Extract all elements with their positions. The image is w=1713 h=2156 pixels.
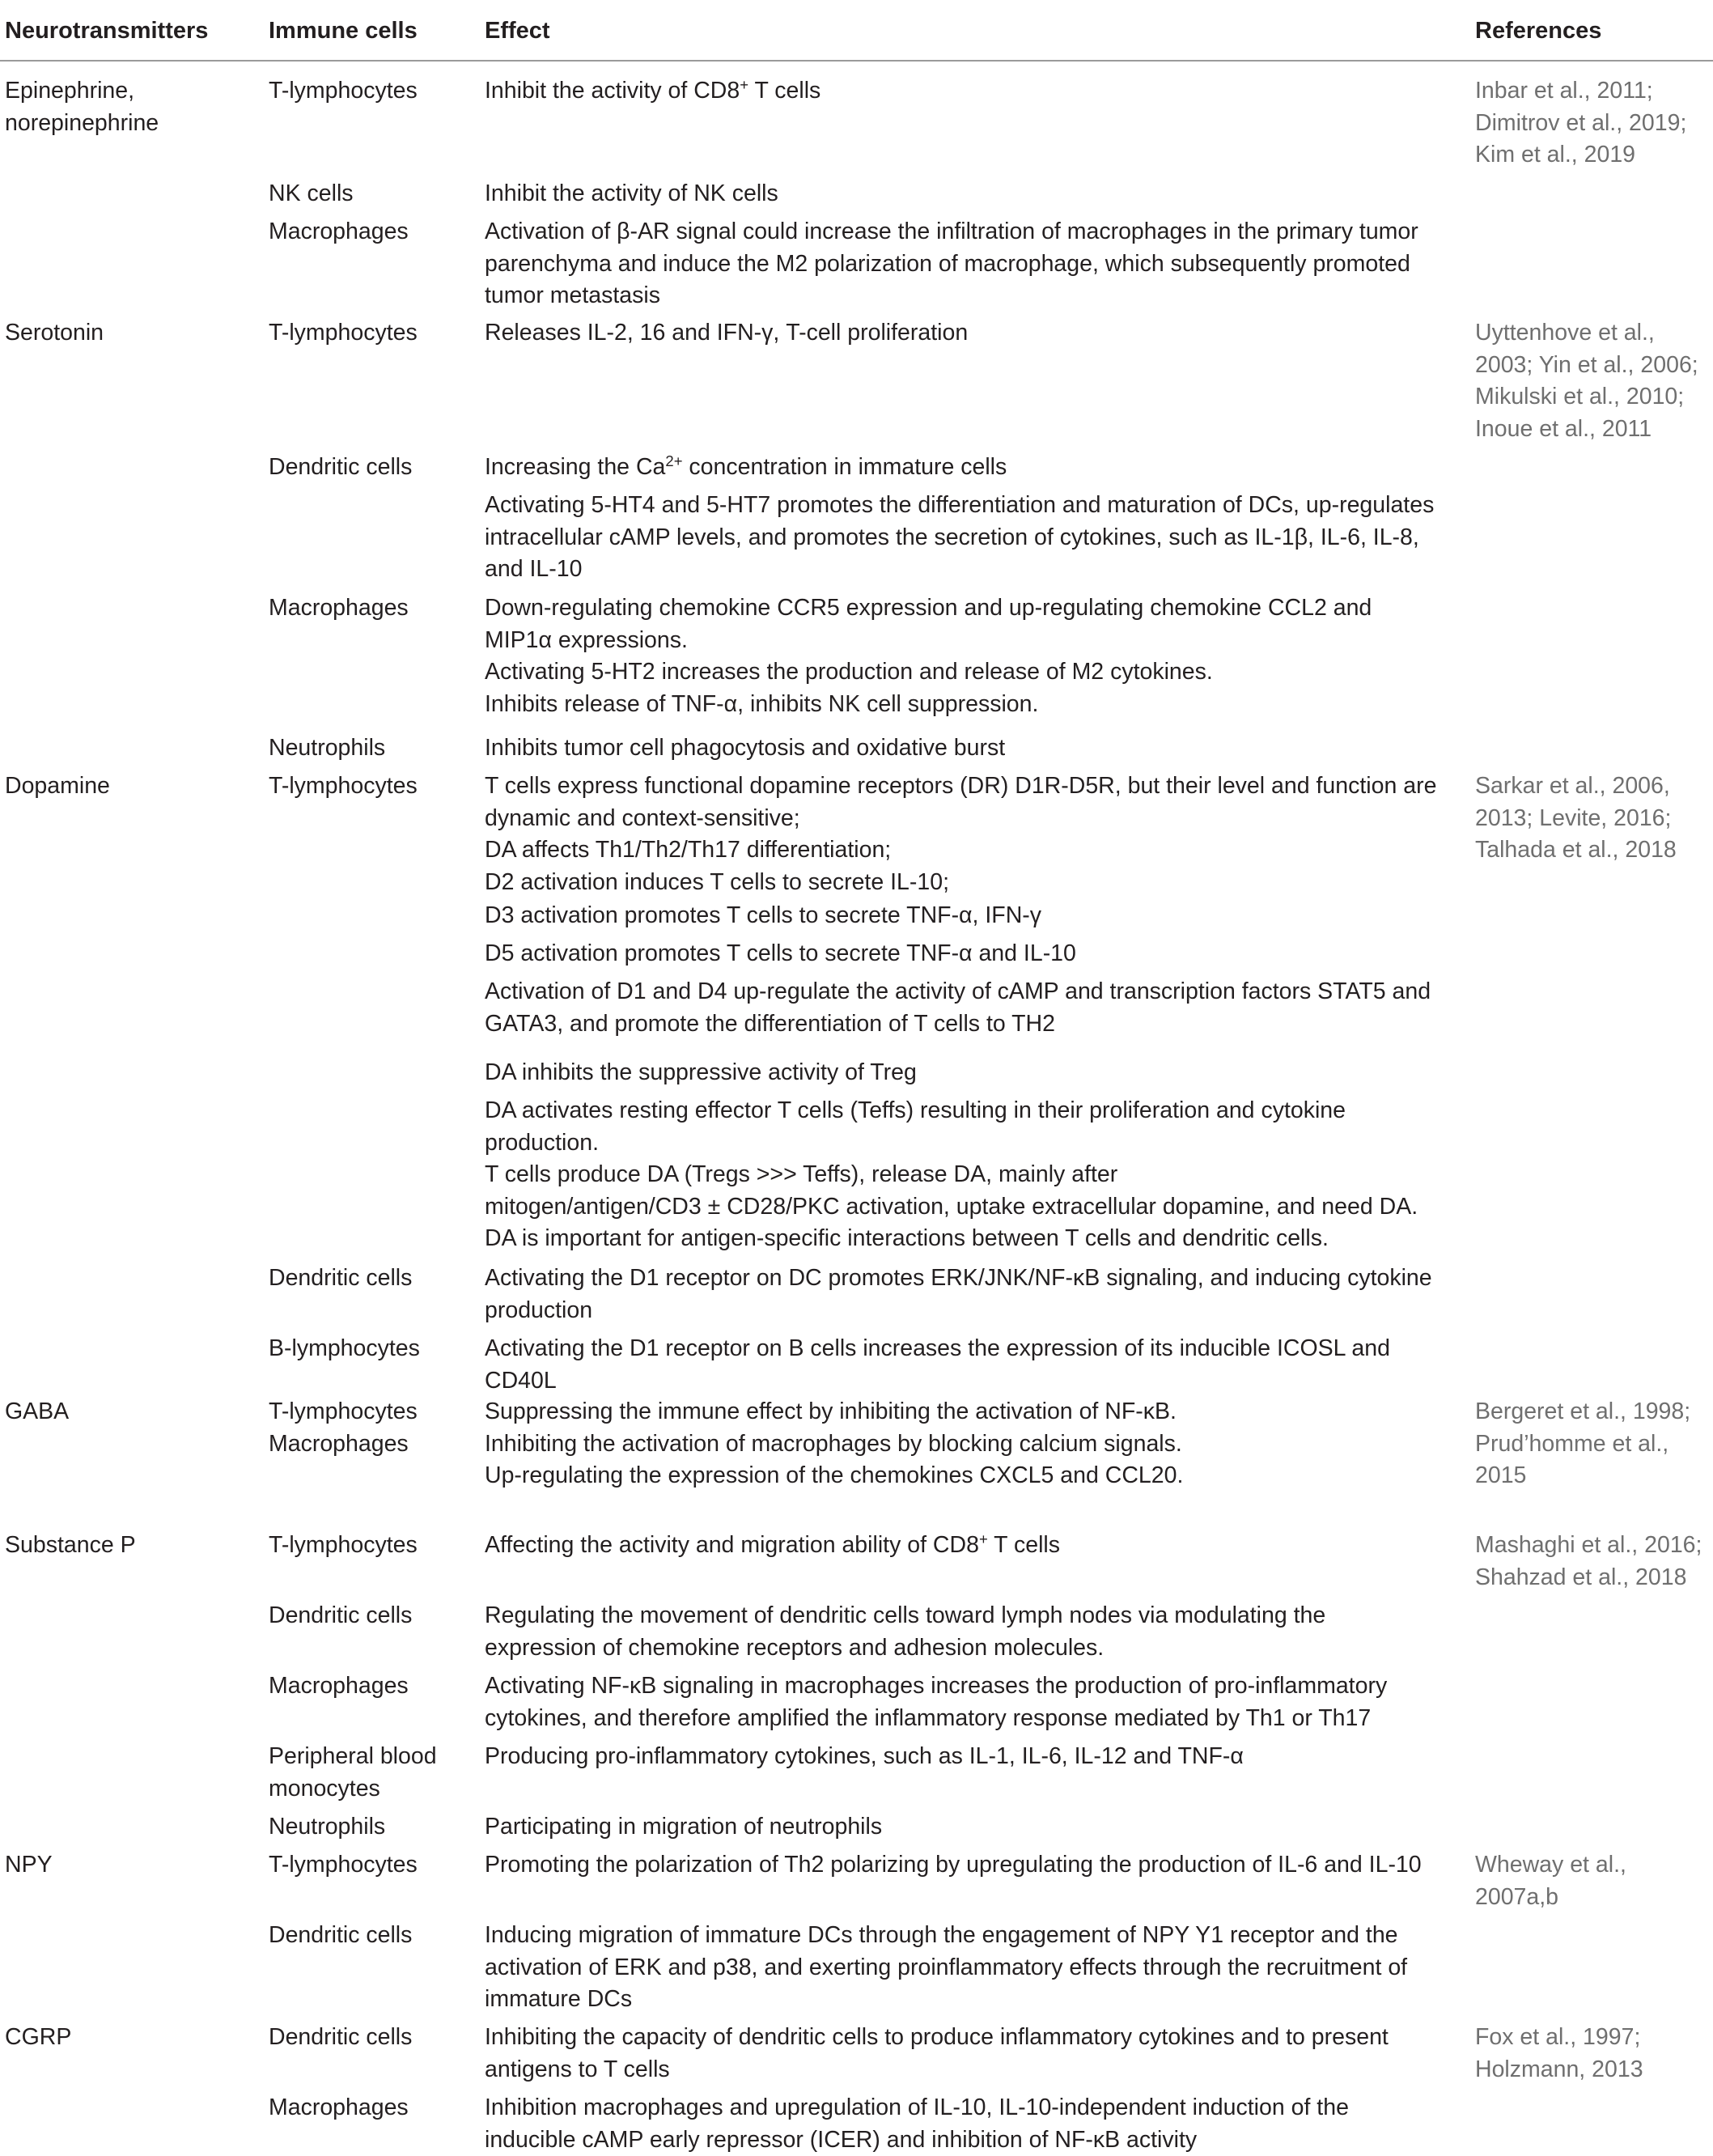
immune-cell bbox=[269, 75, 418, 108]
immune-cell-line: Dendritic cells bbox=[269, 2022, 412, 2054]
effect-cell bbox=[485, 75, 820, 108]
immune-cell-line: B-lymphocytes bbox=[269, 1333, 420, 1365]
effect-cell-line: Inhibiting the capacity of dendritic cells to produce inflammatory cytokines and to present bbox=[485, 2022, 1389, 2054]
references-cell-line: Talhada et al., 2018 bbox=[1475, 834, 1677, 867]
references-cell-line: Inoue et al., 2011 bbox=[1475, 414, 1698, 446]
immune-cell bbox=[269, 1741, 437, 1805]
effect-cell-line: Activating 5-HT4 and 5-HT7 promotes the differentiation and maturation of DCs, up-regulates bbox=[485, 490, 1434, 522]
neurotransmitter-cell-line: Substance P bbox=[5, 1530, 136, 1562]
immune-cell-line: T-lymphocytes bbox=[269, 1396, 418, 1428]
references-cell-line: Bergeret et al., 1998; bbox=[1475, 1396, 1690, 1428]
neurotransmitter-cell-line: norepinephrine bbox=[5, 108, 159, 140]
immune-cell bbox=[269, 1811, 385, 1844]
effect-cell-line: dynamic and context-sensitive; bbox=[485, 803, 1436, 835]
references-cell-line: Dimitrov et al., 2019; bbox=[1475, 108, 1686, 140]
effect-cell-line: Releases IL-2, 16 and IFN-γ, T-cell proliferation bbox=[485, 317, 968, 350]
effect-cell-line: Activation of D1 and D4 up-regulate the activity of cAMP and transcription factors STAT5 and bbox=[485, 976, 1431, 1008]
neurotransmitter-cell-line: Dopamine bbox=[5, 770, 110, 803]
immune-cell bbox=[269, 216, 409, 248]
immune-cell-line: Macrophages bbox=[269, 2092, 409, 2124]
immune-cell-line: Macrophages bbox=[269, 1428, 418, 1461]
effect-cell bbox=[485, 1057, 917, 1089]
effect-cell-line: Inhibit the activity of CD8+ T cells bbox=[485, 75, 820, 108]
neurotransmitter-cell bbox=[5, 1530, 136, 1562]
effect-cell-line: production. bbox=[485, 1127, 1418, 1160]
effect-cell-line: Participating in migration of neutrophils bbox=[485, 1811, 882, 1844]
effect-cell-line: D5 activation promotes T cells to secrete TNF-α and IL-10 bbox=[485, 938, 1076, 970]
effect-cell bbox=[485, 592, 1372, 720]
effect-cell bbox=[485, 1670, 1387, 1734]
immune-cell-line: Macrophages bbox=[269, 592, 409, 625]
references-cell-line: Holzmann, 2013 bbox=[1475, 2054, 1643, 2086]
references-cell bbox=[1475, 75, 1686, 172]
effect-cell bbox=[485, 216, 1418, 312]
effect-cell bbox=[485, 452, 1007, 484]
immune-cell-line: T-lymphocytes bbox=[269, 317, 418, 350]
neurotransmitter-cell bbox=[5, 2022, 71, 2054]
header-effect: Effect bbox=[485, 15, 550, 47]
references-cell-line: Prud’homme et al., bbox=[1475, 1428, 1690, 1461]
references-cell-line: 2007a,b bbox=[1475, 1882, 1626, 1914]
effect-cell-line: antigens to T cells bbox=[485, 2054, 1389, 2086]
effect-cell-line: mitogen/antigen/CD3 ± CD28/PKC activation, uptake extracellular dopamine, and need DA. bbox=[485, 1191, 1418, 1224]
effect-cell-line: MIP1α expressions. bbox=[485, 625, 1372, 657]
effect-cell bbox=[485, 1741, 1244, 1773]
neurotransmitter-cell-line: NPY bbox=[5, 1849, 53, 1882]
immune-cell bbox=[269, 732, 385, 765]
effect-cell-line: Inhibition macrophages and upregulation of IL-10, IL-10-independent induction of the bbox=[485, 2092, 1349, 2124]
immune-cell bbox=[269, 770, 418, 803]
references-cell-line: Mashaghi et al., 2016; bbox=[1475, 1530, 1702, 1562]
effect-cell bbox=[485, 178, 778, 210]
effect-cell bbox=[485, 1095, 1418, 1255]
effect-cell bbox=[485, 2022, 1389, 2086]
effect-cell bbox=[485, 490, 1434, 586]
effect-cell-line: CD40L bbox=[485, 1365, 1390, 1398]
references-cell bbox=[1475, 770, 1677, 867]
references-cell-line: Shahzad et al., 2018 bbox=[1475, 1562, 1702, 1594]
effect-cell bbox=[485, 1396, 1183, 1492]
references-cell-line: 2015 bbox=[1475, 1460, 1690, 1492]
effect-cell-line: and IL-10 bbox=[485, 554, 1434, 586]
effect-cell-line: Inducing migration of immature DCs through the engagement of NPY Y1 receptor and the bbox=[485, 1920, 1407, 1952]
immune-cell bbox=[269, 1920, 412, 1952]
effect-cell bbox=[485, 1333, 1390, 1397]
effect-cell bbox=[485, 732, 1005, 765]
neurotransmitter-cell-line: GABA bbox=[5, 1396, 69, 1428]
references-cell-line: Fox et al., 1997; bbox=[1475, 2022, 1643, 2054]
references-cell-line: Uyttenhove et al., bbox=[1475, 317, 1698, 350]
immune-cell-line: T-lymphocytes bbox=[269, 1530, 418, 1562]
immune-cell-line: Neutrophils bbox=[269, 732, 385, 765]
effect-cell-line: Regulating the movement of dendritic cells toward lymph nodes via modulating the bbox=[485, 1600, 1325, 1632]
immune-cell bbox=[269, 592, 409, 625]
immune-cell-line: Dendritic cells bbox=[269, 452, 412, 484]
header-references: References bbox=[1475, 15, 1601, 47]
effect-cell-line: T cells express functional dopamine receptors (DR) D1R-D5R, but their level and function are bbox=[485, 770, 1436, 803]
neurotransmitter-cell bbox=[5, 770, 110, 803]
immune-cell bbox=[269, 178, 354, 210]
effect-cell-line: parenchyma and induce the M2 polarization of macrophage, which subsequently promoted bbox=[485, 248, 1418, 281]
references-cell bbox=[1475, 1530, 1702, 1594]
neurotransmitter-cell bbox=[5, 1396, 69, 1428]
effect-cell-line: Down-regulating chemokine CCR5 expression and up-regulating chemokine CCL2 and bbox=[485, 592, 1372, 625]
immune-cell-line: T-lymphocytes bbox=[269, 1849, 418, 1882]
effect-cell-line: cytokines, and therefore amplified the inflammatory response mediated by Th1 or Th17 bbox=[485, 1703, 1387, 1735]
immune-cell-line: Macrophages bbox=[269, 216, 409, 248]
effect-cell-line: D3 activation promotes T cells to secrete TNF-α, IFN-γ bbox=[485, 900, 1041, 932]
references-cell-line: 2013; Levite, 2016; bbox=[1475, 803, 1677, 835]
immune-cell-line: Dendritic cells bbox=[269, 1600, 412, 1632]
effect-cell-line: immature DCs bbox=[485, 1984, 1407, 2016]
immune-cell-line: monocytes bbox=[269, 1773, 437, 1806]
neurotransmitter-cell-line: Epinephrine, bbox=[5, 75, 159, 108]
effect-cell-line: inducible cAMP early repressor (ICER) and inhibition of NF-κB activity bbox=[485, 2124, 1349, 2156]
effect-cell bbox=[485, 1600, 1325, 1664]
effect-cell-line: Suppressing the immune effect by inhibiting the activation of NF-κB. bbox=[485, 1396, 1183, 1428]
effect-cell bbox=[485, 900, 1041, 932]
immune-cell bbox=[269, 1263, 412, 1295]
effect-cell-line: activation of ERK and p38, and exerting proinflammatory effects through the recruitment of bbox=[485, 1952, 1407, 1984]
neurotransmitter-cell bbox=[5, 1849, 53, 1882]
immune-cell bbox=[269, 2022, 412, 2054]
effect-cell-line: Activating the D1 receptor on B cells increases the expression of its inducible ICOSL and bbox=[485, 1333, 1390, 1365]
effect-cell-line: Activating 5-HT2 increases the production and release of M2 cytokines. bbox=[485, 656, 1372, 689]
immune-cell-line: T-lymphocytes bbox=[269, 770, 418, 803]
effect-cell-line: Promoting the polarization of Th2 polarizing by upregulating the production of IL-6 and IL-10 bbox=[485, 1849, 1422, 1882]
effect-cell bbox=[485, 2092, 1349, 2156]
neurotransmitter-cell-line: CGRP bbox=[5, 2022, 71, 2054]
immune-cell-line: T-lymphocytes bbox=[269, 75, 418, 108]
effect-cell-line: Inhibiting the activation of macrophages by blocking calcium signals. bbox=[485, 1428, 1183, 1461]
effect-cell bbox=[485, 317, 968, 350]
effect-cell-line: DA affects Th1/Th2/Th17 differentiation; bbox=[485, 834, 1436, 867]
immune-cell bbox=[269, 1530, 418, 1562]
effect-cell bbox=[485, 1811, 882, 1844]
effect-cell-line: Inhibits tumor cell phagocytosis and oxidative burst bbox=[485, 732, 1005, 765]
effect-cell-line: GATA3, and promote the differentiation of T cells to TH2 bbox=[485, 1008, 1431, 1041]
immune-cell bbox=[269, 1333, 420, 1365]
header-neurotransmitters: Neurotransmitters bbox=[5, 15, 208, 47]
effect-cell-line: Activating the D1 receptor on DC promotes ERK/JNK/NF-κB signaling, and inducing cytokine bbox=[485, 1263, 1432, 1295]
effect-cell-line: D2 activation induces T cells to secrete IL-10; bbox=[485, 867, 1436, 899]
references-cell-line: Kim et al., 2019 bbox=[1475, 139, 1686, 172]
immune-cell bbox=[269, 1396, 418, 1460]
effect-cell-line: Inhibit the activity of NK cells bbox=[485, 178, 778, 210]
references-cell-line: Inbar et al., 2011; bbox=[1475, 75, 1686, 108]
effect-cell-line: DA is important for antigen-specific interactions between T cells and dendritic cells. bbox=[485, 1223, 1418, 1255]
immune-cell bbox=[269, 1670, 409, 1703]
immune-cell-line: Dendritic cells bbox=[269, 1920, 412, 1952]
effect-cell-line: Inhibits release of TNF-α, inhibits NK cell suppression. bbox=[485, 689, 1372, 721]
references-cell bbox=[1475, 2022, 1643, 2086]
immune-cell-line: Peripheral blood bbox=[269, 1741, 437, 1773]
header-rule bbox=[0, 60, 1713, 62]
effect-cell bbox=[485, 938, 1076, 970]
immune-cell bbox=[269, 317, 418, 350]
immune-cell-line: Dendritic cells bbox=[269, 1263, 412, 1295]
effect-cell-line: DA inhibits the suppressive activity of Treg bbox=[485, 1057, 917, 1089]
references-cell-line: 2003; Yin et al., 2006; bbox=[1475, 350, 1698, 382]
effect-cell-line: T cells produce DA (Tregs >>> Teffs), release DA, mainly after bbox=[485, 1159, 1418, 1191]
immune-cell bbox=[269, 452, 412, 484]
effect-cell bbox=[485, 770, 1436, 898]
effect-cell-line: Up-regulating the expression of the chemokines CXCL5 and CCL20. bbox=[485, 1460, 1183, 1492]
references-cell-line: Wheway et al., bbox=[1475, 1849, 1626, 1882]
effect-cell bbox=[485, 1920, 1407, 2016]
effect-cell bbox=[485, 976, 1431, 1040]
immune-cell bbox=[269, 1849, 418, 1882]
effect-cell-line: expression of chemokine receptors and adhesion molecules. bbox=[485, 1632, 1325, 1665]
effect-cell-line: tumor metastasis bbox=[485, 280, 1418, 312]
effect-cell bbox=[485, 1263, 1432, 1326]
effect-cell-line: Affecting the activity and migration ability of CD8+ T cells bbox=[485, 1530, 1060, 1562]
immune-cell-line: Neutrophils bbox=[269, 1811, 385, 1844]
immune-cell-line: Macrophages bbox=[269, 1670, 409, 1703]
neurotransmitter-cell-line: Serotonin bbox=[5, 317, 104, 350]
neurotransmitter-cell bbox=[5, 75, 159, 139]
effect-cell-line: Producing pro-inflammatory cytokines, such as IL-1, IL-6, IL-12 and TNF-α bbox=[485, 1741, 1244, 1773]
effect-cell-line: DA activates resting effector T cells (Teffs) resulting in their proliferation and cytokine bbox=[485, 1095, 1418, 1127]
header-immune-cells: Immune cells bbox=[269, 15, 418, 47]
effect-cell-line: intracellular cAMP levels, and promotes the secretion of cytokines, such as IL-1β, IL-6, IL-8, bbox=[485, 522, 1434, 554]
effect-cell-line: Increasing the $Ca^{2+}$ concentration in immature cells bbox=[485, 452, 1007, 484]
immune-cell bbox=[269, 2092, 409, 2124]
references-cell bbox=[1475, 317, 1698, 445]
references-cell bbox=[1475, 1396, 1690, 1492]
effect-cell bbox=[485, 1530, 1060, 1562]
immune-cell-line: NK cells bbox=[269, 178, 354, 210]
neurotransmitter-cell bbox=[5, 317, 104, 350]
effect-cell-line: production bbox=[485, 1295, 1432, 1327]
references-cell bbox=[1475, 1849, 1626, 1913]
effect-cell-line: Activation of β-AR signal could increase the infiltration of macrophages in the primary tumor bbox=[485, 216, 1418, 248]
references-cell-line: Mikulski et al., 2010; bbox=[1475, 381, 1698, 414]
immune-cell bbox=[269, 1600, 412, 1632]
effect-cell-line: Activating NF-κB signaling in macrophages increases the production of pro-inflammatory bbox=[485, 1670, 1387, 1703]
references-cell-line: Sarkar et al., 2006, bbox=[1475, 770, 1677, 803]
effect-cell bbox=[485, 1849, 1422, 1882]
